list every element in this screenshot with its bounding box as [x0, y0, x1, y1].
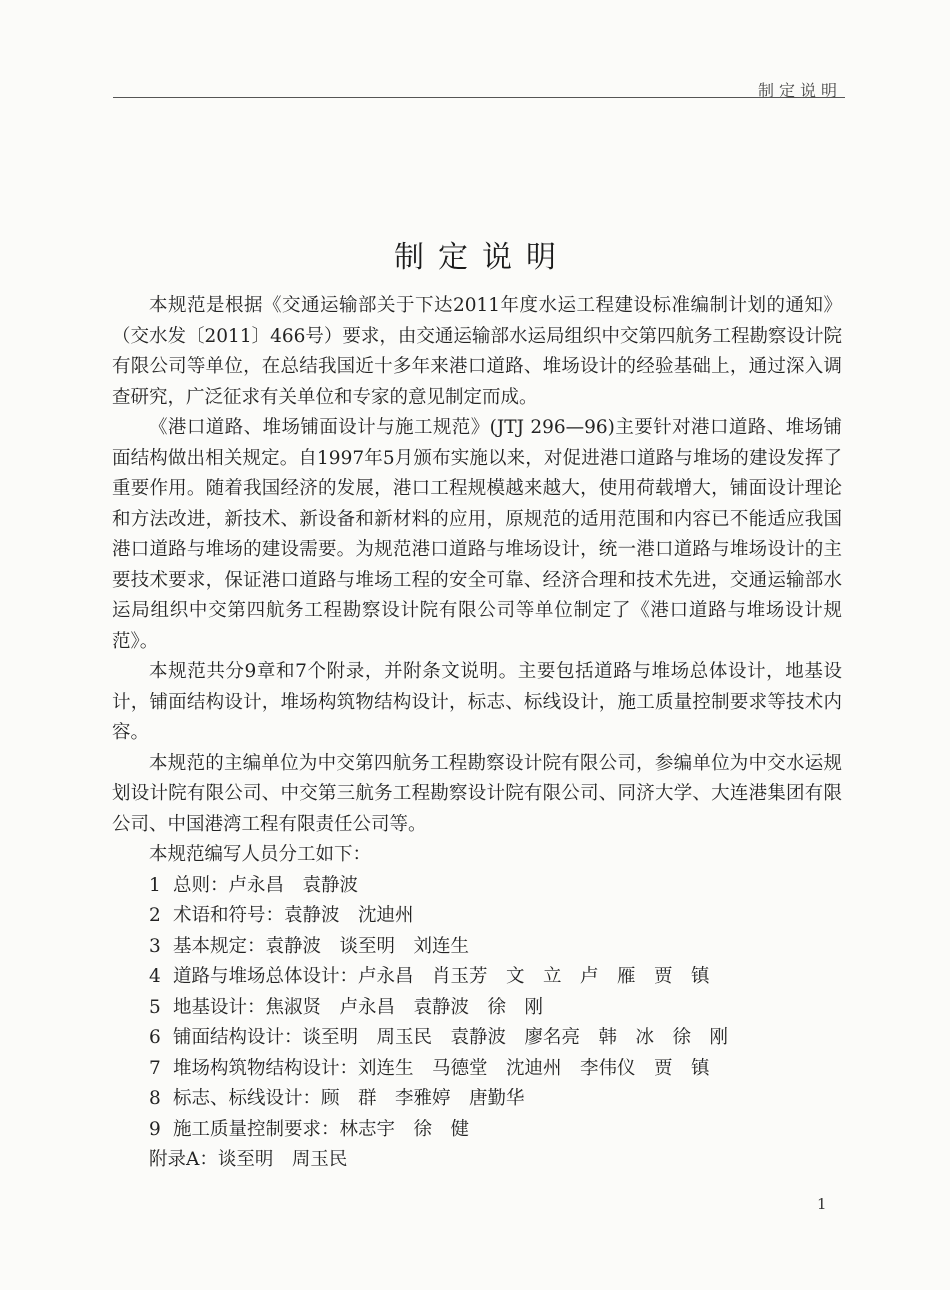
list-item-number: 6: [149, 1027, 161, 1048]
list-item-text: 道路与堆场总体设计：卢永昌 肖玉芳 文 立 卢 雁 贾 镇: [173, 966, 710, 987]
list-item-number: 1: [149, 874, 161, 896]
list-item: [112, 871, 842, 902]
list-item: [112, 901, 842, 932]
list-item-text: 总则：卢永昌 袁静波: [173, 874, 359, 896]
list-item: [112, 962, 842, 993]
list-item-number: 2: [149, 905, 161, 926]
list-item-text: 堆场构筑物结构设计：刘连生 马德堂 沈迪州 李伟仪 贾 镇: [173, 1057, 710, 1079]
list-item-text: 术语和符号：袁静波 沈迪州: [173, 905, 414, 926]
appendix-assignment: 附录A：谈至明 周玉民: [149, 1149, 348, 1170]
list-item: [112, 1084, 842, 1115]
list-item: [112, 932, 842, 963]
list-item: [112, 1023, 842, 1054]
page-number: 1: [817, 1195, 827, 1213]
list-item-text: 施工质量控制要求：林志宇 徐 健: [173, 1118, 470, 1140]
list-item-text: 地基设计：焦淑贤 卢永昌 袁静波 徐 刚: [173, 996, 544, 1018]
running-header: 制定说明: [757, 81, 842, 100]
list-item-number: 9: [149, 1118, 161, 1140]
list-item: [112, 993, 842, 1024]
paragraph-authors-intro: 本规范编写人员分工如下：: [149, 844, 372, 865]
paragraph-background: 《港口道路、堆场铺面设计与施工规范》(JTJ 296—96)主要针对港口道路、堆场铺面结构做出相关规定。自1997年5月颁布实施以来，对促进港口道路与堆场的建设发挥了重要作用。随着我国经济的发展，港口工程规模越来越大，使用荷载增大，铺面设计理论和方法改进，新技术、新设备和新材料的应用，原规范的适用范围和内容已不能适应我国港口道路与堆场的建设需要。为规范港口道路与堆场设计，统一港口道路与堆场设计的主要技术要求，保证港口道路与堆场工程的安全可靠、经济合理和技术先进，交通运输部水运局组织中交第四航务工程勘察设计院有限公司等单位制定了《港口道路与堆场设计规范》。: [112, 417, 842, 652]
paragraph-units: 本规范的主编单位为中交第四航务工程勘察设计院有限公司，参编单位为中交水运规划设计院有限公司、中交第三航务工程勘察设计院有限公司、同济大学、大连港集团有限公司、中国港湾工程有限责任公司等。: [112, 752, 842, 835]
list-item: [112, 1115, 842, 1146]
list-item-number: 7: [149, 1057, 161, 1079]
assignment-list: [112, 871, 842, 1146]
paragraph-structure: 本规范共分9章和7个附录，并附条文说明。主要包括道路与堆场总体设计，地基设计，铺面结构设计，堆场构筑物结构设计，标志、标线设计，施工质量控制要求等技术内容。: [112, 661, 842, 743]
list-item-number: 3: [149, 935, 161, 957]
paragraph-intro: 本规范是根据《交通运输部关于下达2011年度水运工程建设标准编制计划的通知》（交水发〔2011〕466号）要求，由交通运输部水运局组织中交第四航务工程勘察设计院有限公司等单位，在总结我国近十多年来港口道路、堆场设计的经验基础上，通过深入调查研究，广泛征求有关单位和专家的意见制定而成。: [112, 295, 842, 408]
list-item-number: 8: [149, 1088, 161, 1109]
list-item-text: 标志、标线设计：顾 群 李雅婷 唐勤华: [173, 1088, 525, 1109]
list-item-text: 基本规定：袁静波 谈至明 刘连生: [173, 935, 470, 957]
header-rule: [113, 97, 845, 98]
list-item-number: 4: [149, 966, 161, 987]
page-title: 制定说明: [394, 240, 570, 275]
body-text: [112, 291, 842, 1176]
list-item-number: 5: [149, 996, 161, 1018]
list-item-text: 铺面结构设计：谈至明 周玉民 袁静波 廖名亮 韩 冰 徐 刚: [173, 1027, 729, 1048]
list-item: [112, 1054, 842, 1085]
